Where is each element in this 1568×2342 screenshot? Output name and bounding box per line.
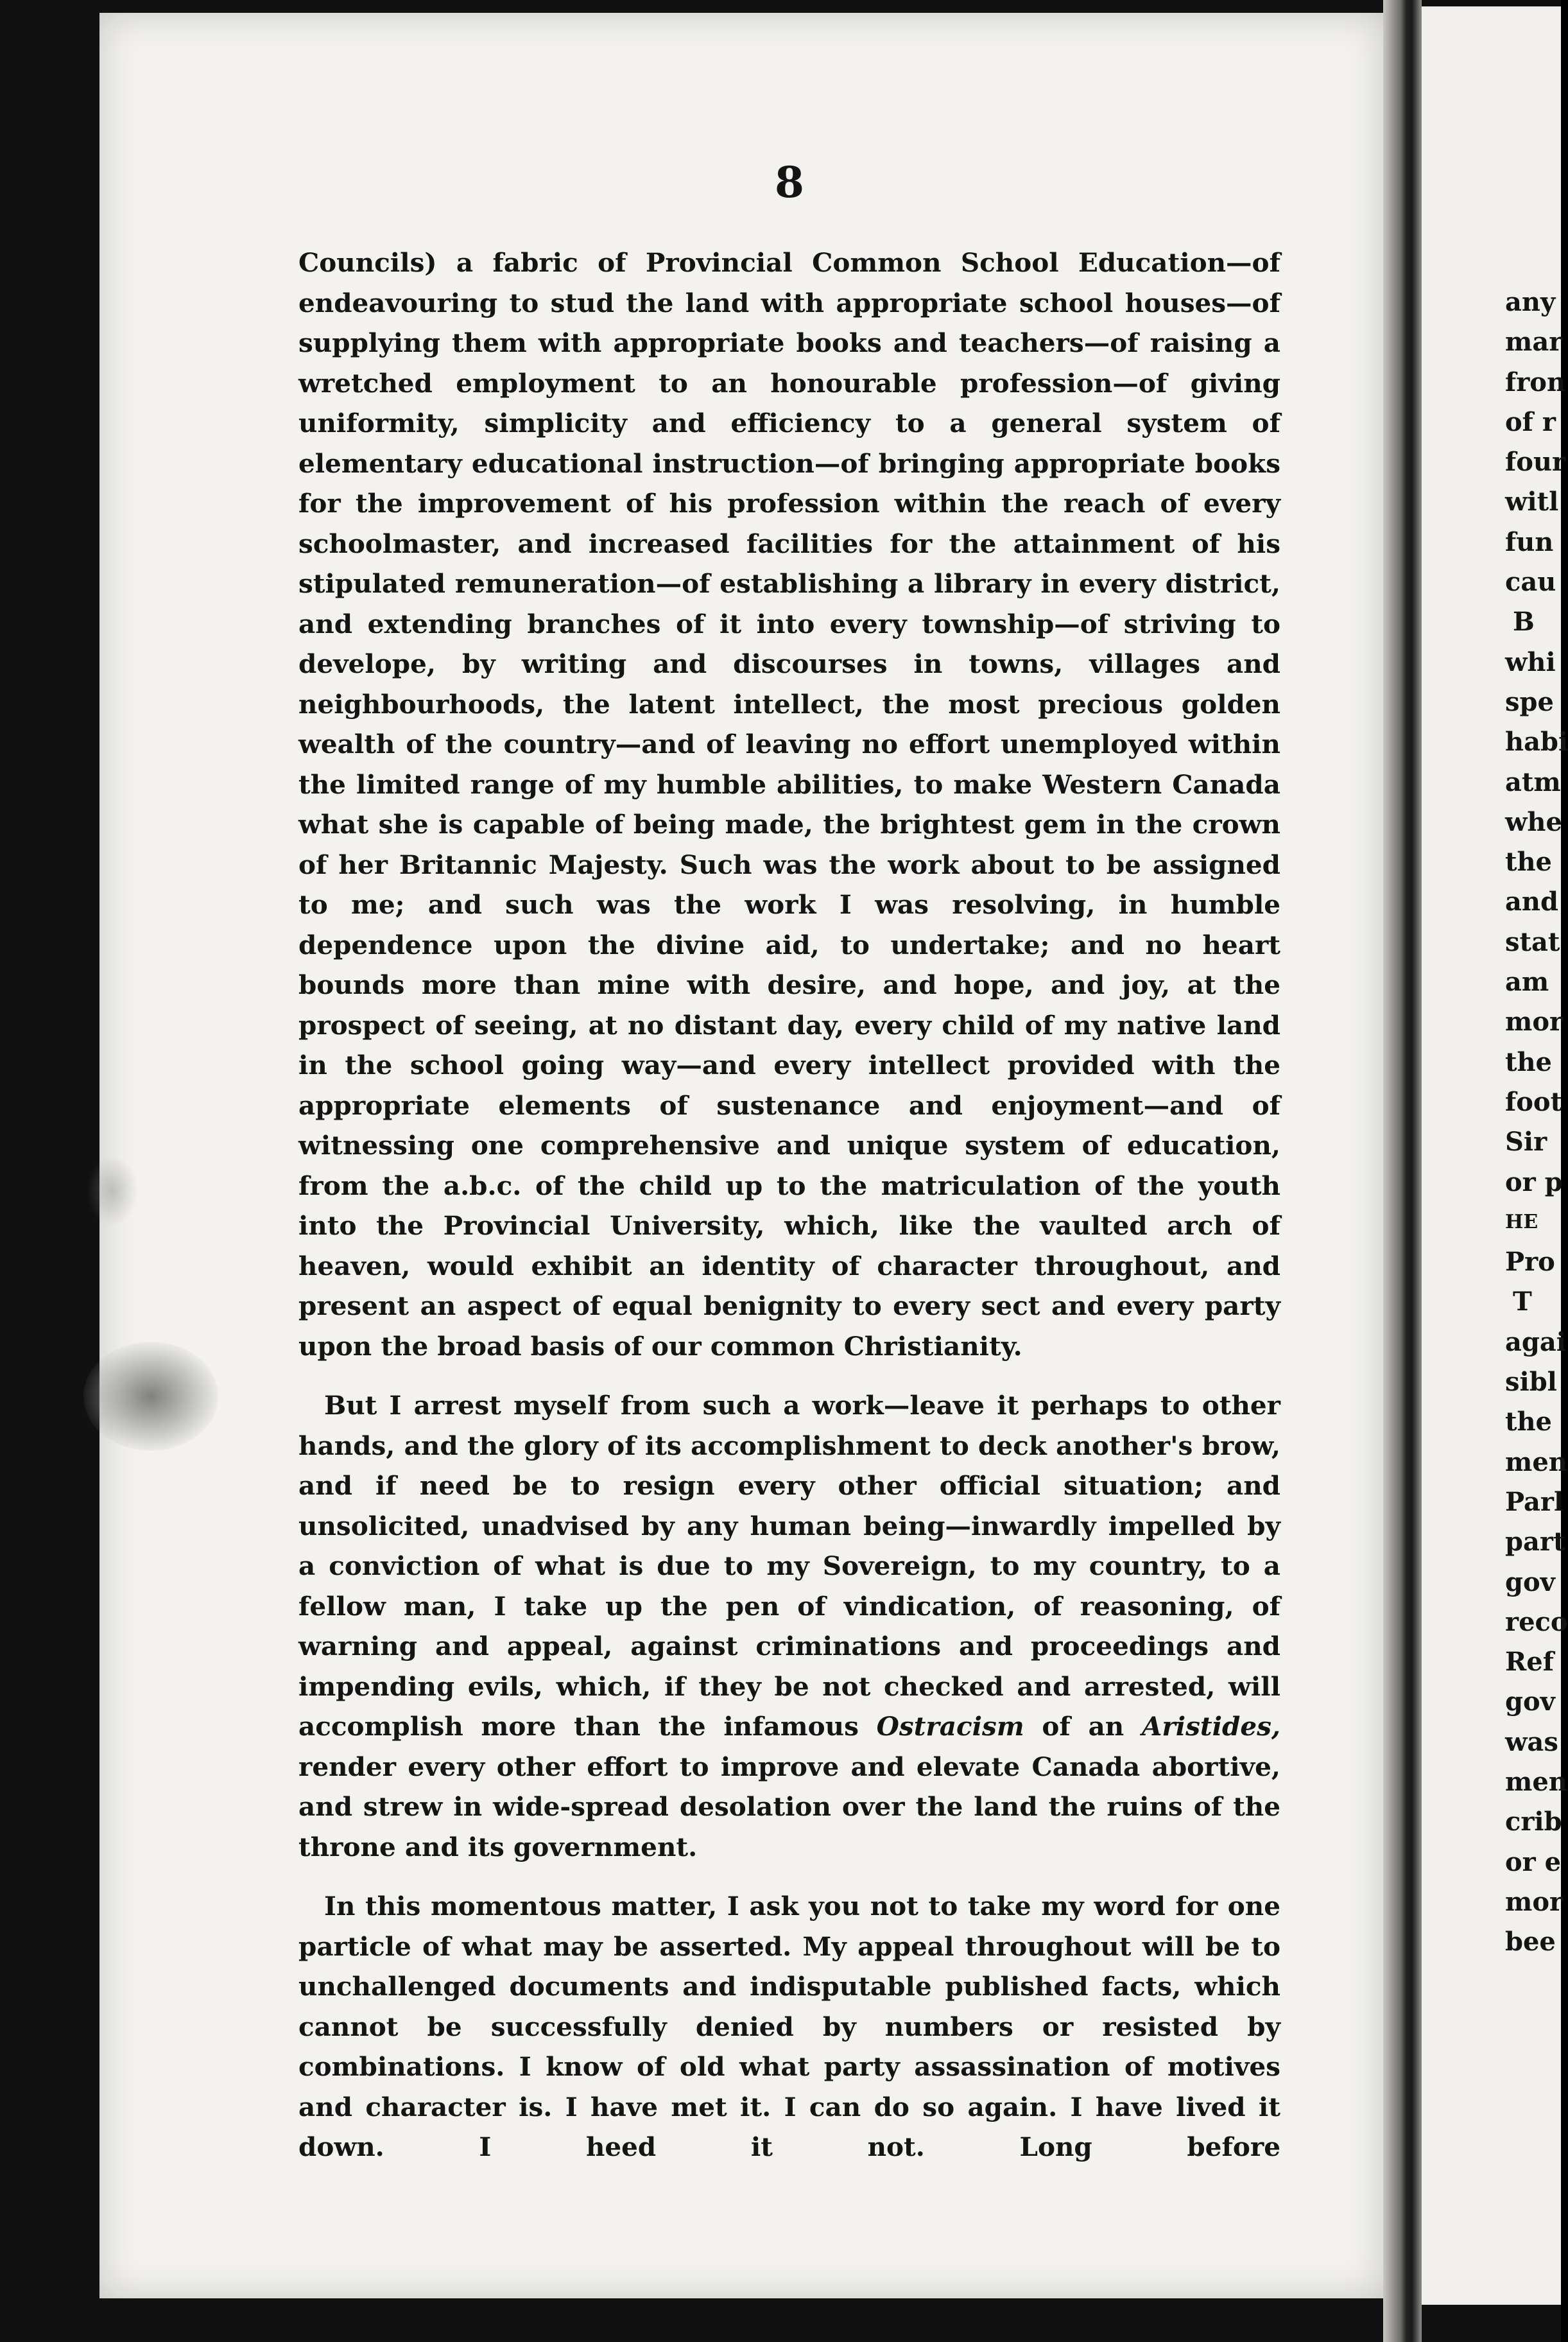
page-number: 8 (775, 157, 804, 207)
fragment: and (1505, 887, 1558, 917)
fragment: foot (1505, 1086, 1563, 1117)
fragment: whi (1505, 646, 1556, 677)
fragment: mar (1505, 327, 1563, 358)
paragraph: Councils) a fabric of Provincial Common School Education—of endeavouring to stud the land with appropriate school houses—of supplying them with appropriate books and teachers—of raising a wretched employment to an honourable profession—of giving uniformity, simplicity and efficiency to a general system of elementary educational instruction—of bringing appropriate books for the improvement of his profession within the reach of every schoolmaster, and increased facilities for the attainment of his stipulated remuneration—of establishing a library in every district, and extending branches of it into every township—of striving to develope, by writing and discourses in towns, villages and neighbourhoods, the latent intellect, the most precious golden wealth of the country—and of leaving no effort unemployed within the limited range of my humble abilities, to make Western Canada what she is capable of being made, the brightest gem in the crown of her Britannic Majesty. Such was the work about to be assigned to me; and such was the work I was resolving, in humble dependence upon the divine aid, to undertake; and no heart bounds more than mine with desire, and hope, and joy, at the prospect of seeing, at no distant day, every child of my native land in the school going way—and every intellect provided with the appropriate elements of sustenance and enjoyment—and of witnessing one comprehensive and unique system of education, from the a.b.c. of the child up to the matriculation of the youth into the Provincial University, which, like the vaulted arch of heaven, would exhibit an identity of character throughout, and present an aspect of equal benignity to every sect and every party upon the broad basis of our common Christianity. (298, 247, 1280, 1362)
page-text (298, 243, 1280, 2167)
fragment: Ref (1505, 1647, 1554, 1678)
fragment: bee (1505, 1927, 1556, 1957)
fragment: or e (1505, 1846, 1562, 1877)
fragment: whe (1505, 806, 1562, 837)
fragment: any (1505, 287, 1556, 317)
fragment: part (1505, 1527, 1565, 1557)
fragment: men (1505, 1446, 1567, 1477)
fragment: agai (1505, 1326, 1566, 1357)
fragment: Sir (1505, 1127, 1547, 1158)
italic-text: Aristides, (1141, 1711, 1280, 1742)
fragment: B (1513, 607, 1535, 638)
italic-text: Ostracism (876, 1711, 1024, 1742)
fragment: T (1513, 1287, 1532, 1317)
right-page-text (1505, 282, 1568, 1962)
fragment: fun (1505, 526, 1554, 557)
fragment: reco (1505, 1606, 1568, 1637)
paragraph-text: of an (1024, 1711, 1142, 1742)
fragment: sibl (1505, 1367, 1557, 1398)
fragment: cau (1505, 567, 1556, 598)
fragment: habi (1505, 727, 1568, 758)
fragment: spe (1505, 686, 1554, 717)
fragment: witl (1505, 487, 1559, 517)
paragraph-text: But I arrest myself from such a work—leave it perhaps to other hands, and the glory of its accomplishment to deck another's brow, and if need be to resign every other official situation; and unsolicited, unadvised by any human being—inwardly impelled by a conviction of what is due to my Sovereign, to my country, to a fellow man, I take up the pen of vindication, of reasoning, of warning and appeal, against criminations and proceedings and impending evils, which, if they be not checked and arrested, will accomplish more than the infamous (298, 1390, 1280, 1742)
fragment: or p (1505, 1167, 1563, 1197)
fragment: was (1505, 1726, 1558, 1757)
fragment: of r (1505, 406, 1556, 437)
fragment: mor (1505, 1886, 1564, 1917)
fragment: stat (1505, 926, 1560, 957)
book-gutter (1383, 0, 1422, 2342)
fragment: HE (1505, 1210, 1538, 1233)
fragment: atm (1505, 767, 1561, 797)
fragment: fron (1505, 367, 1566, 397)
fragment: four (1505, 447, 1566, 478)
paragraph: In this momentous matter, I ask you not to take my word for one particle of what may be asserted. My appeal throughout will be to unchallenged documents and indisputable published facts, which cannot be successfully denied by numbers or resisted by combinations. I know of old what party assassination of motives and character is. I have met it. I can do so again. I have lived it down. I heed it not. Long before (298, 1891, 1280, 2162)
fragment: men (1505, 1766, 1567, 1797)
fragment: gov (1505, 1566, 1555, 1597)
paragraph-text: render every other effort to improve and elevate Canada abortive, and strew in wide-spread desolation over the land the ruins of the throne and its government. (298, 1751, 1280, 1862)
fragment: the (1505, 847, 1553, 878)
fragment: crib (1505, 1807, 1562, 1837)
fragment: the (1505, 1046, 1553, 1077)
fragment: the (1505, 1407, 1553, 1437)
fragment: Parl (1505, 1486, 1564, 1517)
fragment: am (1505, 967, 1549, 998)
smudge-mark (87, 1156, 138, 1226)
smudge-mark (83, 1342, 218, 1451)
fragment: Pro (1505, 1247, 1555, 1278)
paragraph (298, 1385, 1280, 1867)
fragment: gov (1505, 1687, 1555, 1717)
fragment: mor (1505, 1007, 1564, 1037)
